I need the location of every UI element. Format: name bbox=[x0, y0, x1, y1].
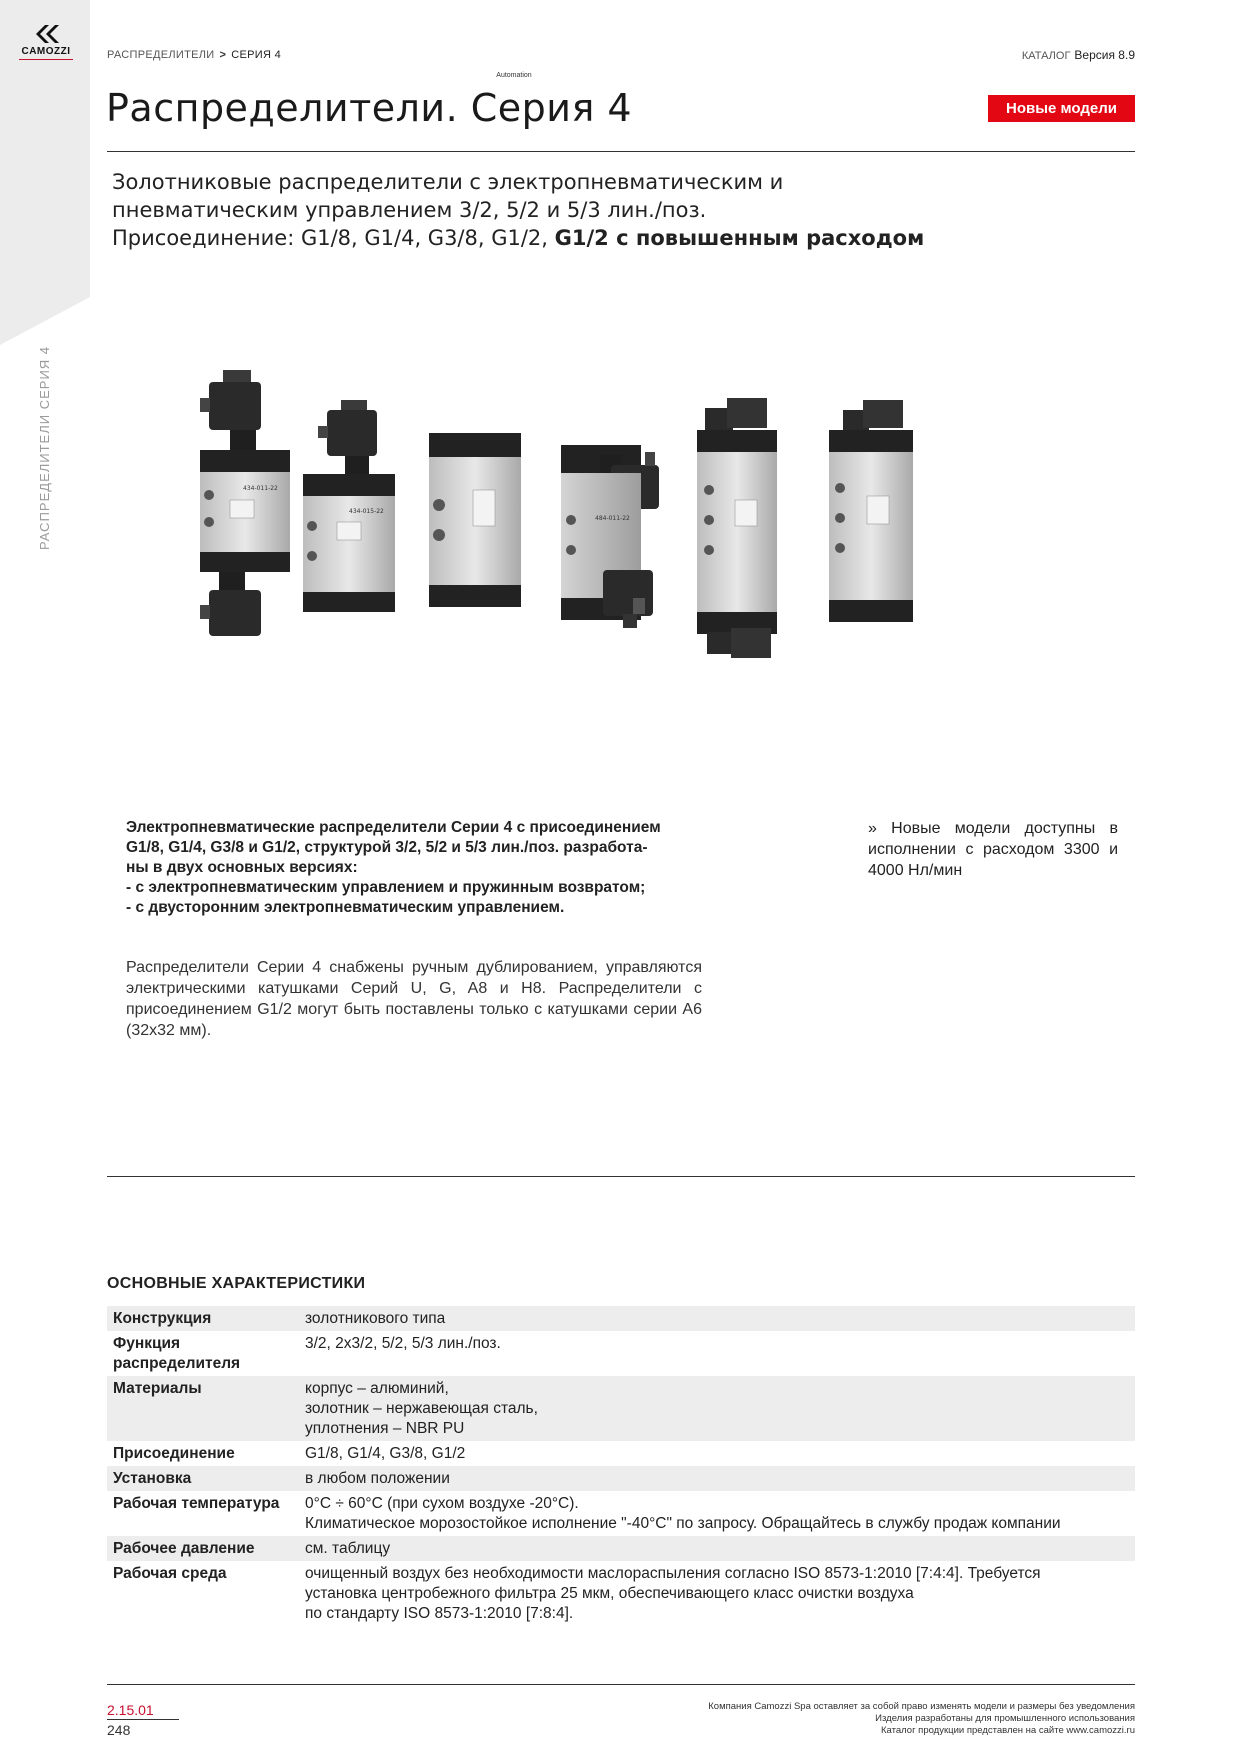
footer-divider bbox=[107, 1684, 1135, 1685]
spec-value-line: 0°C ÷ 60°C (при сухом воздухе -20°C). bbox=[305, 1495, 579, 1512]
disclaimer-line: Каталог продукции представлен на сайте www.camozzi.ru bbox=[881, 1725, 1135, 1736]
spec-value bbox=[299, 1491, 1135, 1536]
spec-key: Рабочее давление bbox=[107, 1536, 299, 1561]
spec-row bbox=[107, 1441, 1135, 1466]
footer-disclaimer bbox=[708, 1701, 1135, 1737]
valve-5 bbox=[697, 398, 777, 658]
spec-value bbox=[299, 1536, 1135, 1561]
spec-row bbox=[107, 1561, 1135, 1626]
spec-row bbox=[107, 1331, 1135, 1376]
valve-6 bbox=[829, 400, 913, 622]
subtitle-line-3-bold: G1/2 с повышенным расходом bbox=[554, 226, 925, 250]
subtitle-line-1: Золотниковые распределители с электропневматическим и bbox=[112, 170, 784, 194]
catalog-version bbox=[1022, 48, 1135, 62]
spec-value bbox=[299, 1331, 1135, 1376]
spec-value-line: в любом положении bbox=[305, 1470, 450, 1487]
spec-value-line: золотникового типа bbox=[305, 1310, 446, 1327]
section-divider bbox=[107, 1176, 1135, 1177]
page-number: 248 bbox=[107, 1722, 131, 1738]
valve-2 bbox=[303, 400, 395, 612]
valve-1-label: 434-011-22 bbox=[243, 485, 278, 492]
page-subtitle bbox=[112, 168, 1112, 252]
breadcrumb-current[interactable]: СЕРИЯ 4 bbox=[231, 49, 281, 61]
intro-line: - с двусторонним электропневматическим управлением. bbox=[126, 899, 565, 916]
intro-text bbox=[126, 818, 706, 918]
section-code: 2.15.01 bbox=[107, 1702, 154, 1718]
valve-1 bbox=[200, 370, 290, 636]
intro-line: ны в двух основных версиях: bbox=[126, 859, 358, 876]
spec-row bbox=[107, 1306, 1135, 1331]
spec-value-line: очищенный воздух без необходимости маслораспыления согласно ISO 8573-1:2010 [7:4:4]. Требуется bbox=[305, 1565, 1041, 1582]
brand-name: CAMOZZI bbox=[21, 46, 71, 57]
spec-value-line: Климатическое морозостойкое исполнение "-40°C" по запросу. Обращайтесь в службу продаж компании bbox=[305, 1515, 1061, 1532]
spec-value-line: золотник – нержавеющая сталь, bbox=[305, 1400, 538, 1417]
valve-3 bbox=[429, 433, 521, 607]
spec-key: Присоединение bbox=[113, 1445, 235, 1462]
subtitle-line-3 bbox=[112, 224, 1112, 252]
vertical-section-label: РАСПРЕДЕЛИТЕЛИ СЕРИЯ 4 bbox=[37, 345, 52, 550]
intro-line: Электропневматические распределители Серии 4 с присоединением bbox=[126, 819, 661, 836]
spec-key: Функция распределителя bbox=[113, 1335, 241, 1372]
camozzi-logo-icon bbox=[32, 24, 60, 44]
spec-row bbox=[107, 1491, 1135, 1536]
product-photo bbox=[175, 370, 1040, 730]
spec-value-line: установка центробежного фильтра 25 мкм, обеспечивающего класс очистки воздуха bbox=[305, 1585, 914, 1602]
breadcrumb-section[interactable]: РАСПРЕДЕЛИТЕЛИ bbox=[107, 49, 215, 61]
description-paragraph: Распределители Серии 4 снабжены ручным дублированием, управляются электрическими катушками Серий U, G, A8 и H8. Распределители с присоединением G1/2 могут быть поставлены только с катушками серии A6 (32x32 мм). bbox=[126, 959, 702, 1039]
valve-4-label: 484-011-22 bbox=[595, 515, 630, 522]
subtitle-line-2: пневматическим управлением 3/2, 5/2 и 5/3 лин./поз. bbox=[112, 198, 707, 222]
disclaimer-line: Изделия разработаны для промышленного использования bbox=[875, 1713, 1135, 1724]
spec-key: Установка bbox=[107, 1466, 299, 1491]
spec-key: Рабочая температура bbox=[113, 1495, 280, 1512]
intro-line: G1/8, G1/4, G3/8 и G1/2, структурой 3/2, 5/2 и 5/3 лин./поз. разработа- bbox=[126, 839, 648, 856]
spec-value bbox=[299, 1561, 1135, 1626]
spec-value bbox=[299, 1466, 1135, 1491]
new-models-badge: Новые модели bbox=[988, 95, 1135, 122]
spec-value-line: по стандарту ISO 8573-1:2010 [7:8:4]. bbox=[305, 1605, 574, 1622]
spec-value bbox=[299, 1441, 1135, 1466]
specs-heading: ОСНОВНЫЕ ХАРАКТЕРИСТИКИ bbox=[107, 1275, 366, 1292]
breadcrumb bbox=[107, 49, 281, 61]
version-text: Версия 8.9 bbox=[1074, 48, 1135, 62]
subtitle-line-3-text: Присоединение: G1/8, G1/4, G3/8, G1/2, bbox=[112, 226, 555, 250]
spec-value-line: уплотнения – NBR PU bbox=[305, 1420, 465, 1437]
catalog-label: КАТАЛОГ bbox=[1021, 50, 1071, 62]
page-title: Распределители. Серия 4 bbox=[106, 86, 633, 130]
breadcrumb-separator: > bbox=[219, 49, 227, 61]
section-code-underline bbox=[107, 1719, 179, 1720]
valve-4 bbox=[561, 445, 659, 628]
spec-value-line: см. таблицу bbox=[305, 1540, 391, 1557]
intro-line: - с электропневматическим управлением и пружинным возвратом; bbox=[126, 879, 646, 896]
spec-row bbox=[107, 1466, 1135, 1491]
spec-row bbox=[107, 1376, 1135, 1441]
spec-value-line: 3/2, 2x3/2, 5/2, 5/3 лин./поз. bbox=[305, 1335, 501, 1352]
spec-key: Конструкция bbox=[107, 1306, 299, 1331]
brand-rule bbox=[19, 59, 73, 60]
disclaimer-line: Компания Camozzi Spa оставляет за собой право изменять модели и размеры без уведомления bbox=[708, 1701, 1135, 1712]
spec-value bbox=[299, 1306, 1135, 1331]
spec-value bbox=[299, 1376, 1135, 1441]
valve-2-label: 434-015-22 bbox=[349, 508, 384, 515]
spec-row bbox=[107, 1536, 1135, 1561]
spec-key: Рабочая среда bbox=[113, 1565, 227, 1582]
title-divider bbox=[107, 151, 1135, 152]
spec-value-line: G1/8, G1/4, G3/8, G1/2 bbox=[305, 1445, 466, 1462]
brand-sub: Automation bbox=[496, 72, 532, 79]
spec-key: Материалы bbox=[107, 1376, 299, 1441]
new-models-note: » Новые модели доступны в исполнении с расходом 3300 и 4000 Нл/мин bbox=[868, 820, 1118, 879]
spec-value-line: корпус – алюминий, bbox=[305, 1380, 449, 1397]
specs-table bbox=[107, 1306, 1135, 1626]
